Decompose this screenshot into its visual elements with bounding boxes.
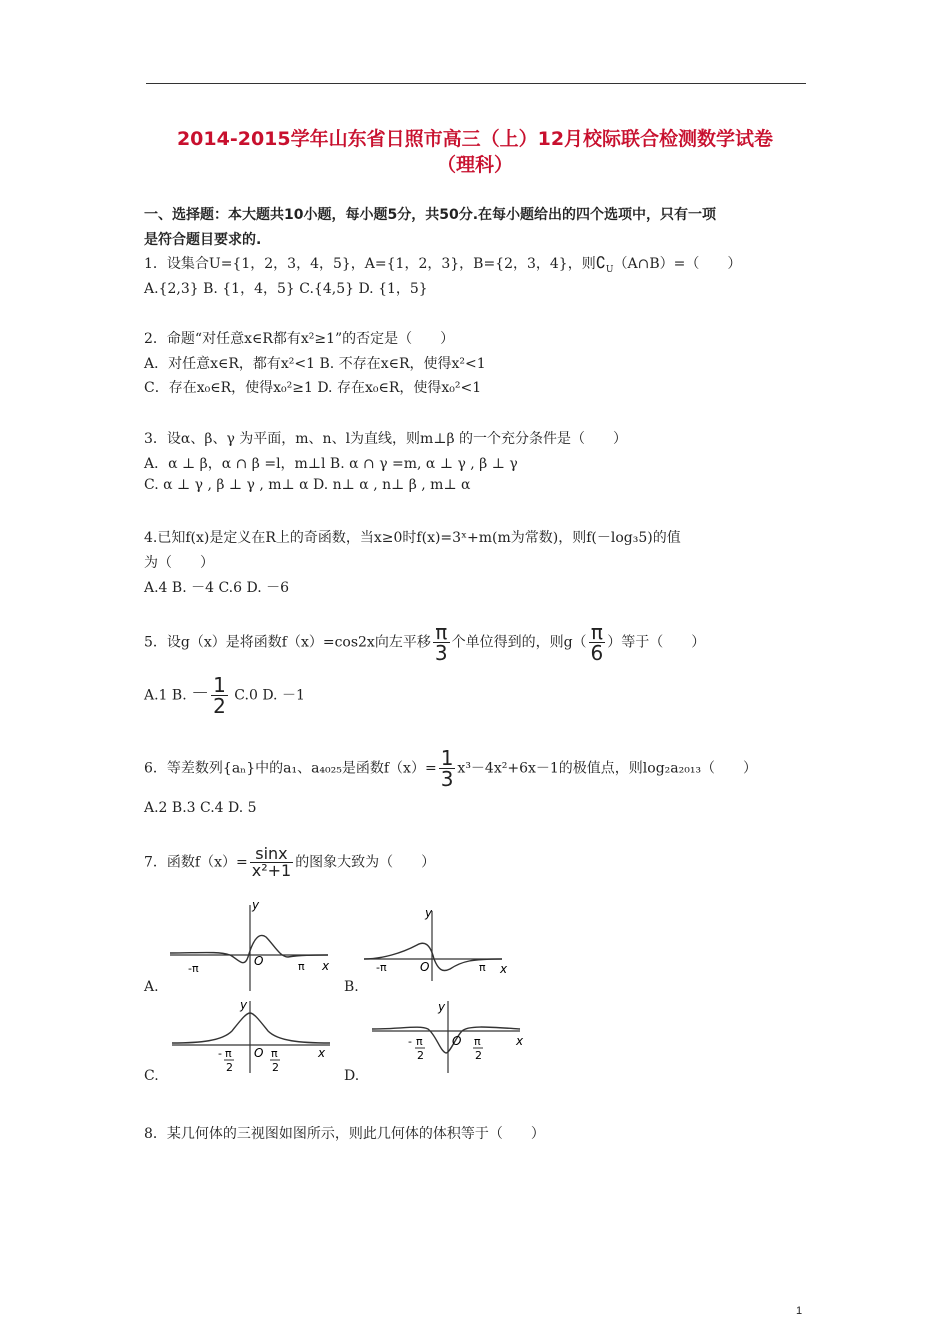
question-2-stem: 2．命题“对任意x∈R都有x²≥1”的否定是（ ） — [144, 331, 455, 347]
question-2-options-ab: A．对任意x∈R，都有x²<1 B. 不存在x∈R，使得x²<1 — [144, 356, 486, 372]
fraction-sinx-over-x2plus1: $\frac{\sin x}{\text{x²+1}}$ — [251, 844, 292, 880]
x-label: x — [318, 1046, 326, 1060]
question-3-options-ab: A．α ⊥ β，α ∩ β =l，m⊥l B. α ∩ γ =m, α ⊥ γ , β ⊥ γ — [144, 456, 518, 472]
fraction-pi-over-3: $\frac{\pi}{3}$ — [434, 620, 448, 665]
y-label: y — [252, 898, 260, 912]
question-7-stem: 7．函数f（x）= $\frac{\sin x}{\text{x²+1}}$ 的图象大致为（ ） — [144, 844, 436, 880]
pi-half-num: π — [271, 1047, 278, 1060]
x-label: x — [500, 962, 508, 976]
neg-pi-label: -π — [376, 961, 387, 974]
option-c-label[interactable]: C. — [144, 1068, 159, 1084]
curve-a — [170, 935, 328, 962]
pi-half-num: π — [474, 1035, 481, 1048]
option-a-label[interactable]: A. — [144, 979, 159, 995]
pi-half-den: 2 — [475, 1049, 482, 1062]
question-1-options: A.{2,3} B. {1，4，5} C.{4,5} D. {1，5} — [144, 281, 428, 297]
pi-half-den: 2 — [272, 1061, 279, 1074]
neg-pi-half-den: 2 — [417, 1049, 424, 1062]
header-rule — [146, 83, 806, 84]
question-4-stem-line1: 4.已知f(x)是定义在R上的奇函数，当x≥0时f(x)=3ˣ+m(m为常数)，则f(－log₃5)的值 — [144, 530, 681, 546]
question-3-options-cd: C. α ⊥ γ , β ⊥ γ , m⊥ α D. n⊥ α , n⊥ β , m⊥ α — [144, 477, 471, 493]
question-5-options: A.1 B. － $\frac{1}{2}$ C.0 D. －1 — [144, 673, 305, 718]
fraction-one-third: $\frac{1}{3}$ — [440, 746, 454, 791]
section-heading-line2: 是符合题目要求的. — [144, 232, 262, 248]
x-label: x — [322, 959, 330, 973]
question-8-stem: 8．某几何体的三视图如图所示，则此几何体的体积等于（ ） — [144, 1126, 545, 1142]
option-b-label[interactable]: B. — [344, 979, 359, 995]
question-2-options-cd: C．存在x₀∈R，使得x₀²≥1 D. 存在x₀∈R，使得x₀²<1 — [144, 380, 482, 396]
origin-label: O — [420, 960, 430, 974]
graph-option-c[interactable] — [170, 995, 340, 1075]
question-6-options: A.2 B.3 C.4 D. 5 — [144, 800, 257, 816]
neg-pi-half-num: π — [225, 1047, 232, 1060]
x-label: x — [516, 1034, 524, 1048]
exam-title-line2: （理科） — [436, 154, 513, 176]
section-heading-line1: 一、选择题：本大题共10小题，每小题5分，共50分.在每小题给出的四个选项中，只有一项 — [144, 207, 717, 223]
question-3-stem: 3．设α、β、γ 为平面，m、n、l为直线，则m⊥β 的一个充分条件是（ ） — [144, 431, 628, 447]
neg-pi-label: -π — [188, 962, 199, 975]
y-label: y — [240, 998, 248, 1012]
minus-sign: - — [218, 1047, 222, 1060]
pi-label: π — [479, 961, 486, 974]
exam-title-line1: 2014-2015学年山东省日照市高三（上）12月校际联合检测数学试卷 — [176, 128, 774, 150]
pi-label: π — [298, 960, 305, 973]
origin-label: O — [452, 1034, 462, 1048]
minus-sign: - — [408, 1035, 412, 1048]
y-label: y — [438, 1000, 446, 1014]
neg-pi-half-den: 2 — [226, 1061, 233, 1074]
fraction-one-half: $\frac{1}{2}$ — [213, 673, 226, 718]
fraction-pi-over-6: $\frac{\pi}{6}$ — [590, 620, 604, 665]
graph-option-d[interactable] — [370, 995, 530, 1075]
question-4-options: A.4 B. －4 C.6 D. －6 — [144, 580, 290, 596]
graph-option-a[interactable] — [168, 893, 338, 993]
page-number: 1 — [796, 1305, 803, 1317]
question-4-stem-line2: 为（ ） — [144, 555, 214, 571]
origin-label: O — [254, 1046, 264, 1060]
y-label: y — [425, 906, 433, 920]
question-5-stem: 5．设g（x）是将函数f（x）=cos2x向左平移 $\frac{\pi}{3}$ 个单位得到的，则g（ $\frac{\pi}{6}$ ）等于（ ） — [144, 620, 706, 665]
option-d-label[interactable]: D. — [344, 1068, 360, 1084]
question-1-stem: 1．设集合U={1，2，3，4，5}，A={1，2，3}，B={2，3，4}，则$∁_U(A\cap B)=$（ ） — [144, 253, 742, 275]
origin-label: O — [254, 954, 264, 968]
neg-pi-half-num: π — [416, 1035, 423, 1048]
graph-option-b[interactable] — [362, 903, 522, 983]
question-6-stem: 6．等差数列{aₙ}中的a₁、a₄₀₂₅是函数f（x）= $\frac{1}{3}$ x³－4x²+6x－1的极值点，则log₂a₂₀₁₃（ ） — [144, 746, 758, 791]
curve-c — [172, 1013, 330, 1043]
